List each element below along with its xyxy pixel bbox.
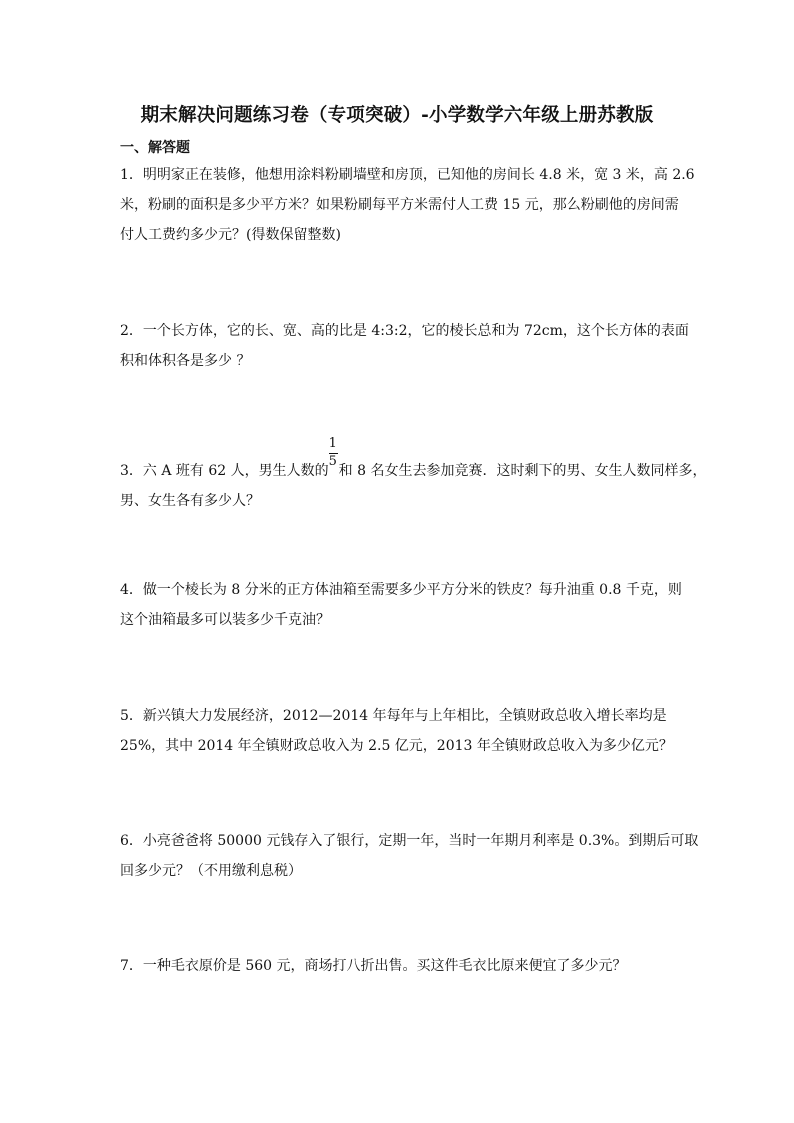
question-text: 3．六 A 班有 62 人，男生人数的 [120,463,329,479]
question-line: 25%，其中 2014 年全镇财政总收入为 2.5 亿元，2013 年全镇财政总收入为多少亿元？ [120,738,673,754]
question-1 [120,160,695,250]
question-6 [120,826,699,886]
question-2 [120,316,689,376]
question-line: 回多少元？（不用缴利息税） [120,863,302,879]
question-line: 男、女生各有多少人？ [120,493,260,509]
question-7 [120,951,676,981]
fraction-denominator: 5 [328,454,337,469]
question-line: 1．明明家正在装修，他想用涂料粉刷墙壁和房顶，已知他的房间长 4.8 米，宽 3 米，高 2.6 [120,167,695,183]
question-line: 7．一种毛衣原价是 560 元，商场打八折出售。买这件毛衣比原来便宜了多少元？ [120,958,627,974]
fraction [328,436,339,475]
question-line: 4．做一个棱长为 8 分米的正方体油箱至需要多少平方分米的铁皮？每升油重 0.8 千克，则 [120,582,682,598]
question-line [120,436,707,486]
page-title: 期末解决问题练习卷（专项突破）-小学数学六年级上册苏教版 [140,105,654,126]
question-line: 5．新兴镇大力发展经济，2012—2014 年每年与上年相比，全镇财政总收入增长率均是 [120,708,667,724]
question-4 [120,575,682,635]
question-line: 付人工费约多少元？(得数保留整数) [120,227,341,243]
question-line: 米，粉刷的面积是多少平方米？如果粉刷每平方米需付人工费 15 元，那么粉刷他的房间需 [120,197,679,213]
question-5 [120,701,676,761]
question-line: 2．一个长方体，它的长、宽、高的比是 4:3:2，它的棱长总和为 72cm，这个长方体的表面 [120,323,689,339]
question-text: 和 8 名女生去参加竞赛．这时剩下的男、女生人数同样多， [338,463,707,479]
question-line: 6．小亮爸爸将 50000 元钱存入了银行，定期一年，当时一年期月利率是 0.3%。到期后可取 [120,833,699,849]
question-line: 这个油箱最多可以装多少千克油？ [120,612,330,628]
question-line: 积和体积各是多少 ？ [120,353,251,369]
question-3 [120,436,707,516]
fraction-numerator: 1 [328,436,337,451]
section-heading: 一、解答题 [120,140,190,156]
